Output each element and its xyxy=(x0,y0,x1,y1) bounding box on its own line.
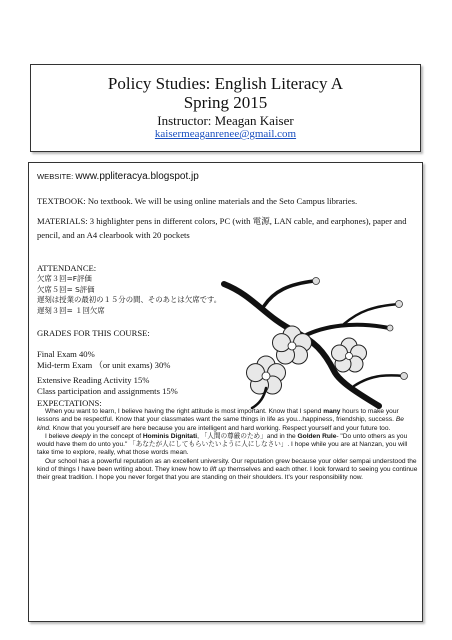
blossom-flower-icon xyxy=(332,338,367,372)
attendance-line: 遅刻は授業の最初の１５分の間、そのあとは欠席です。 xyxy=(37,295,222,304)
attendance-line: 欠席５回= S評価 xyxy=(37,284,95,294)
syllabus-box xyxy=(28,162,423,622)
grade-final: Final Exam 40% xyxy=(37,349,95,359)
textbook-line: TEXTBOOK: No textbook. We will be using online materials and the Seto Campus libraries. xyxy=(37,196,358,206)
grade-midterm: Mid-term Exam （or unit exams) 30% xyxy=(37,360,171,370)
plum-blossom-branch-icon xyxy=(204,276,414,411)
instructor: Instructor: Meagan Kaiser xyxy=(157,113,294,128)
course-title: Policy Studies: English Literacy A xyxy=(107,74,344,93)
expectations-paragraph: I believe deeply in the concept of Hominis Dignitati, 「人間の尊厳のため」and in the Golden Rule- "Do unto others as you would have them do unto you." 「あなたが人にしてもらいたいように人にしなさい」. I hope while you are at Nanzan, you will take time to explore, really, what those words mean. xyxy=(37,432,408,457)
term: Spring 2015 xyxy=(183,93,268,112)
website-label: WEBSITE: xyxy=(37,172,74,181)
email-link[interactable]: kaisermeaganrenee@gmail.com xyxy=(154,128,297,140)
attendance-section xyxy=(37,263,221,316)
expectations-paragraph: When you want to learn, I believe having the right attitude is most important. Know that I spend many hours to make your lessons and be respectful. Know that your classmates want the same things in life as you...happiness, friendship, success. Be kind. Know that you yourself are here because you are intelligent and hard working. Respect yourself and your future too. xyxy=(37,408,404,432)
header-box xyxy=(30,64,421,152)
attendance-line: 遅刻３回= １回欠席 xyxy=(37,305,105,315)
attendance-title: ATTENDANCE: xyxy=(37,263,97,273)
expectations-body xyxy=(37,408,419,483)
materials-line: MATERIALS: 3 highlighter pens in different colors, PC (with 電源, LAN cable, and earphones), paper and pencil, and an A4 clearbook with 20 pockets xyxy=(37,216,407,240)
attendance-line: 欠席３回=F評価 xyxy=(37,274,92,283)
grade-participation: Class participation and assignments 15% xyxy=(37,386,178,396)
blossom-flower-icon xyxy=(273,326,312,364)
expectations-title: EXPECTATIONS: xyxy=(37,398,102,408)
expectations-paragraph: Our school has a powerful reputation as an excellent university. Our reputation grew because your older sempai understood the kind of things I have been writing about. They knew how to lift up themselves and each other. I look forward to seeing you continue their great tradition. I hope you never forget that you are standing on their shoulders. It's your responsibility now. xyxy=(37,457,418,482)
grades-activities xyxy=(37,375,178,397)
grades-exams xyxy=(37,349,170,371)
grade-reading: Extensive Reading Activity 15% xyxy=(37,375,150,385)
grades-title: GRADES FOR THIS COURSE: xyxy=(37,328,150,338)
website-line xyxy=(37,171,199,182)
website-link[interactable]: www.ppliteracya.blogspot.jp xyxy=(75,171,199,182)
